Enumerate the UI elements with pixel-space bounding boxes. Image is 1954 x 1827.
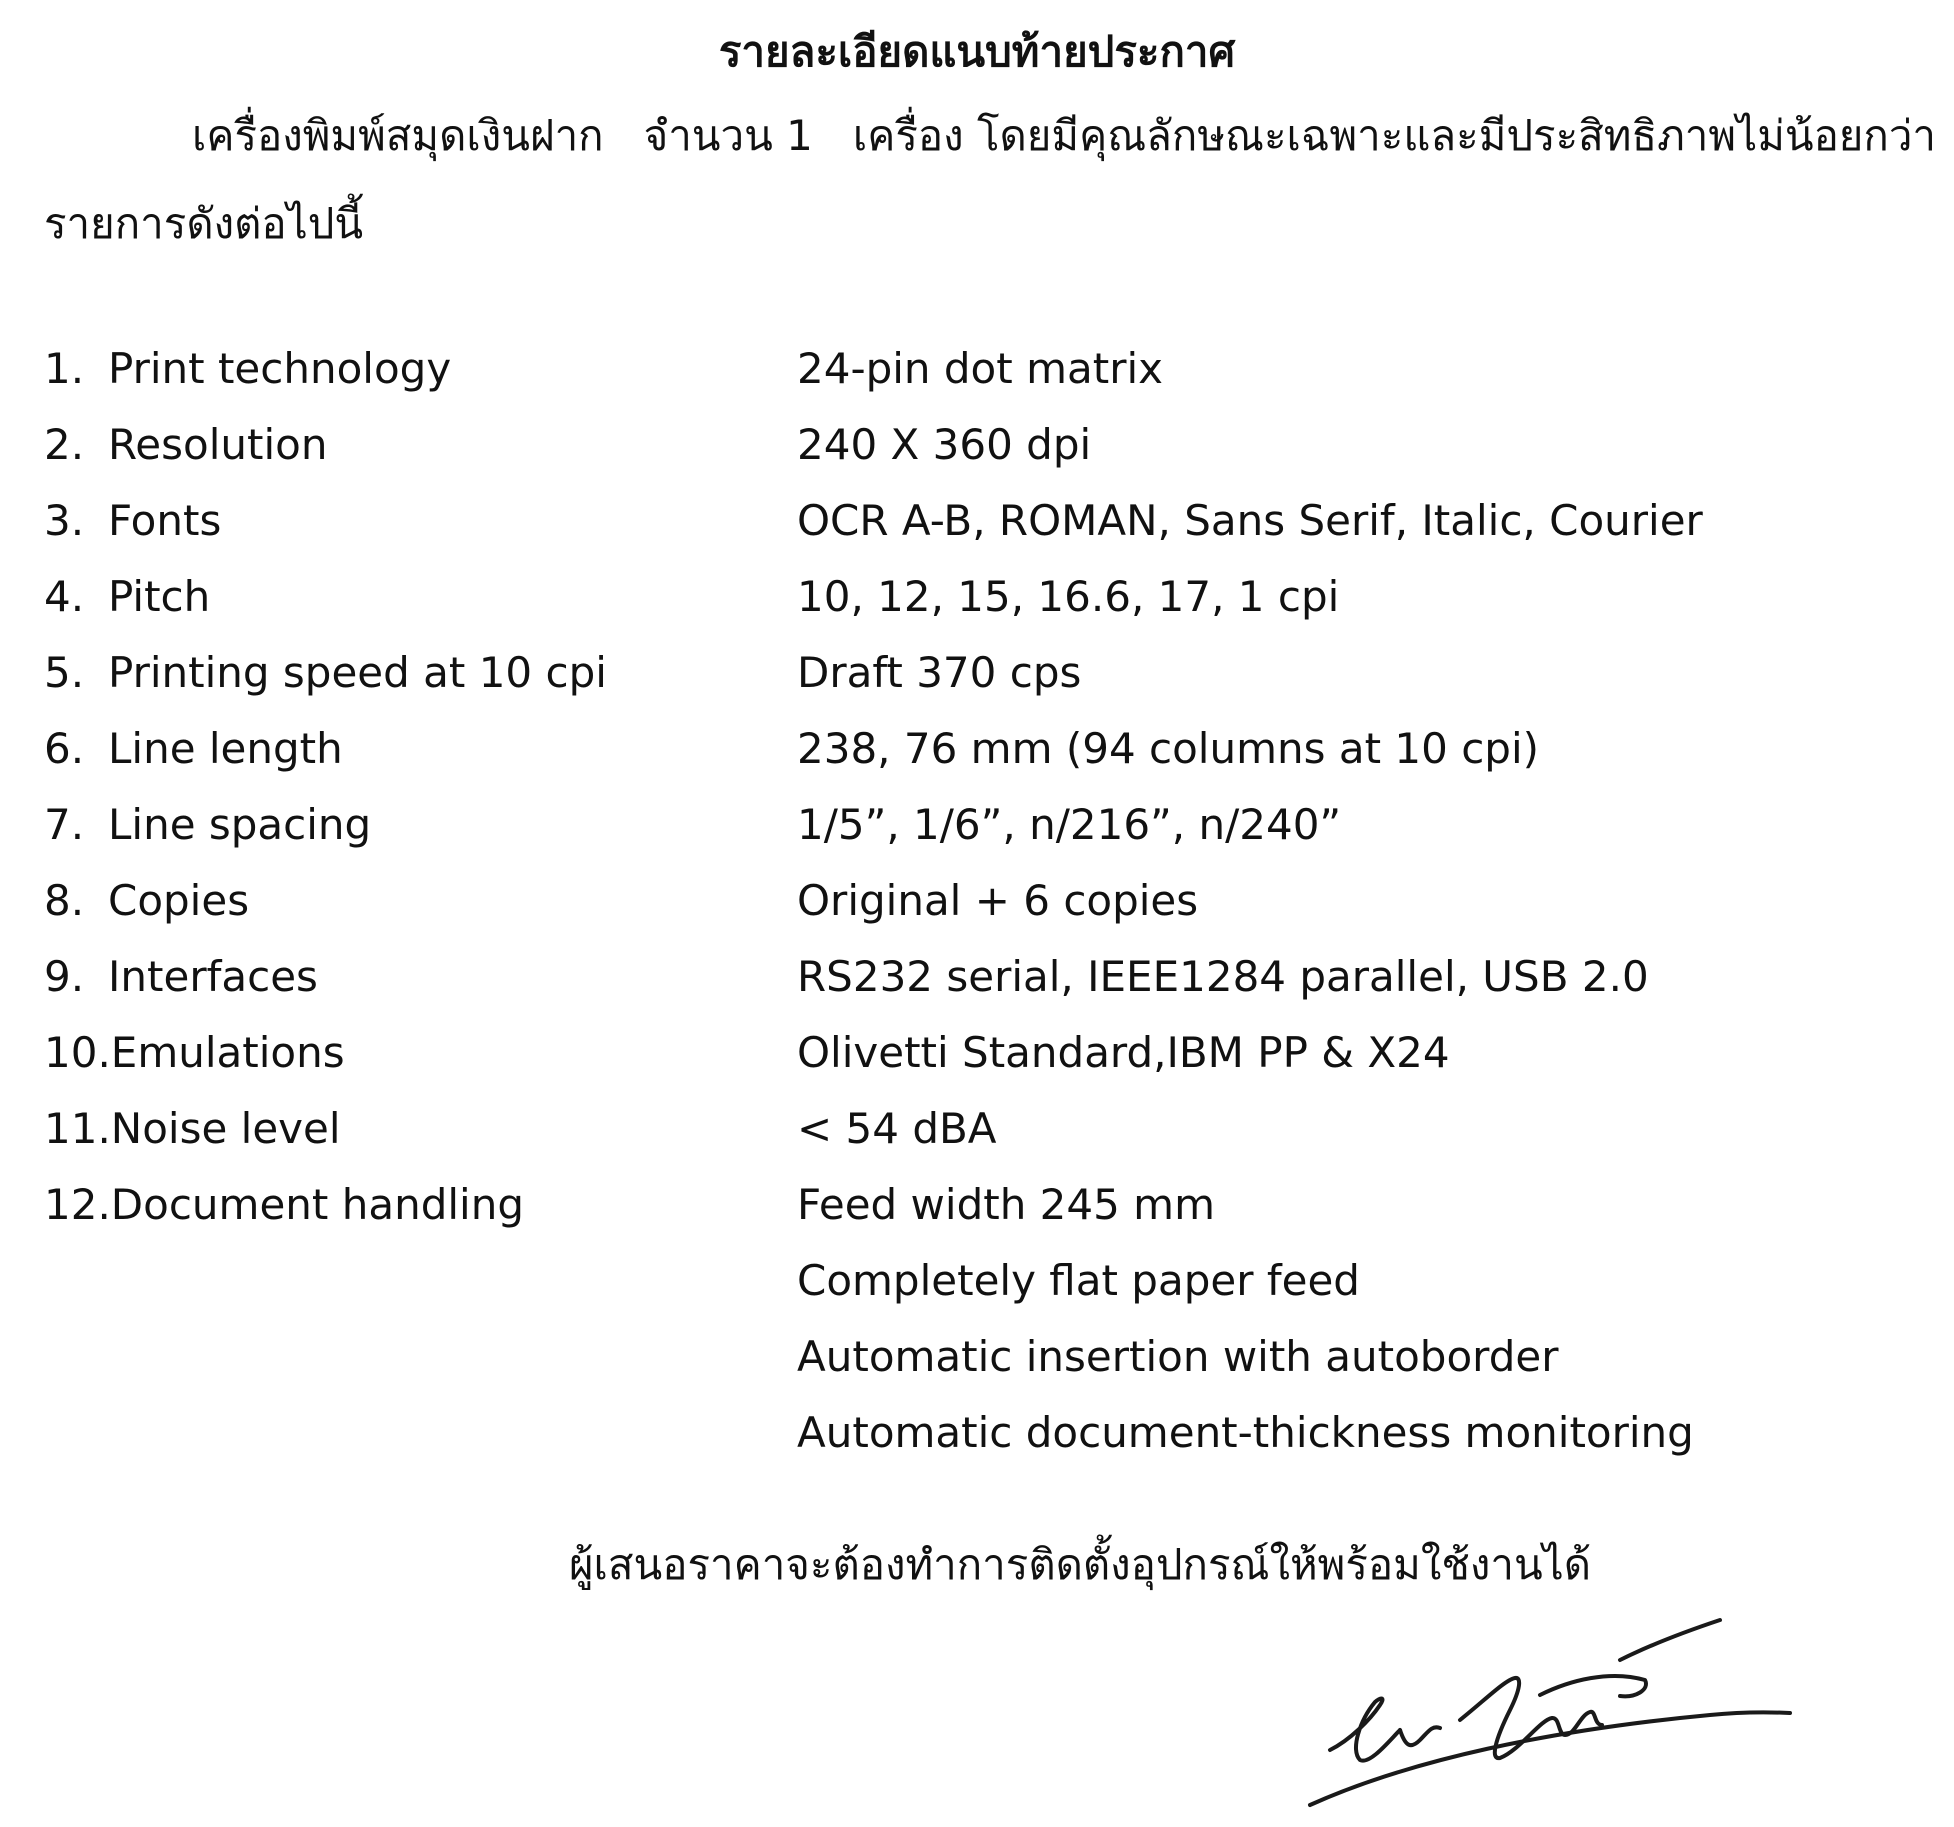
spec-row (44, 482, 1864, 558)
spec-label: Fonts (108, 495, 222, 545)
spec-value: Olivetti Standard,IBM PP & X24 (797, 1027, 1450, 1077)
spec-row (44, 634, 1864, 710)
spec-value: 1/5”, 1/6”, n/216”, n/240” (797, 799, 1342, 849)
spec-row (44, 406, 1864, 482)
spec-label: Copies (108, 875, 250, 925)
spec-row (44, 862, 1864, 938)
spec-label: Pitch (108, 571, 211, 621)
spec-value: Draft 370 cps (797, 647, 1082, 697)
spec-label: Interfaces (108, 951, 318, 1001)
spec-extra-line: Automatic document-thickness monitoring (797, 1407, 1694, 1457)
spec-number: 3. (44, 495, 85, 545)
intro-description: เครื่อง โดยมีคุณลักษณะเฉพาะและมีประสิทธิภาพไม่น้อยกว่า (852, 111, 1937, 160)
spec-number: 11. (44, 1103, 111, 1153)
spec-value: 238, 76 mm (94 columns at 10 cpi) (797, 723, 1540, 773)
spec-label: Emulations (110, 1027, 345, 1077)
installation-note: ผู้เสนอราคาจะต้องทำการติดตั้งอุปกรณ์ให้พร้อมใช้งานได้ (568, 1540, 1592, 1589)
spec-row (44, 938, 1864, 1014)
intro-item: เครื่องพิมพ์สมุดเงินฝาก (192, 111, 604, 160)
spec-value: < 54 dBA (797, 1103, 997, 1153)
spec-row (44, 1166, 1864, 1242)
spec-row (44, 558, 1864, 634)
spec-number: 2. (44, 419, 85, 469)
spec-value: 240 X 360 dpi (797, 419, 1092, 469)
spec-number: 12. (44, 1179, 111, 1229)
spec-label: Noise level (110, 1103, 341, 1153)
spec-value: 24-pin dot matrix (797, 343, 1163, 393)
spec-number: 10. (44, 1027, 111, 1077)
spec-value: Original + 6 copies (797, 875, 1199, 925)
spec-row (44, 1090, 1864, 1166)
document-title: รายละเอียดแนบท้ายประกาศ (718, 27, 1236, 76)
intro-paragraph (44, 92, 1937, 268)
spec-row (44, 710, 1864, 786)
spec-value: OCR A-B, ROMAN, Sans Serif, Italic, Courier (797, 495, 1703, 545)
spec-list (44, 330, 1864, 1470)
spec-label: Document handling (110, 1179, 524, 1229)
signature-image (1290, 1600, 1850, 1820)
spec-extra-line: Automatic insertion with autoborder (797, 1331, 1559, 1381)
spec-number: 7. (44, 799, 85, 849)
spec-label: Printing speed at 10 cpi (108, 647, 607, 697)
spec-number: 8. (44, 875, 85, 925)
spec-label: Line length (108, 723, 343, 773)
spec-row (44, 1014, 1864, 1090)
spec-number: 6. (44, 723, 85, 773)
spec-row (44, 330, 1864, 406)
spec-row (44, 786, 1864, 862)
spec-number: 5. (44, 647, 85, 697)
spec-extra-line: Completely flat paper feed (797, 1255, 1360, 1305)
spec-number: 9. (44, 951, 85, 1001)
spec-value: 10, 12, 15, 16.6, 17, 1 cpi (797, 571, 1340, 621)
spec-label: Line spacing (108, 799, 372, 849)
spec-number: 1. (44, 343, 85, 393)
intro-line-1 (44, 92, 1937, 180)
spec-label: Resolution (108, 419, 328, 469)
spec-value: RS232 serial, IEEE1284 parallel, USB 2.0 (797, 951, 1649, 1001)
intro-continuation: รายการดังต่อไปนี้ (44, 199, 364, 248)
spec-value: Feed width 245 mm (797, 1179, 1216, 1229)
spec-label: Print technology (108, 343, 452, 393)
spec-number: 4. (44, 571, 85, 621)
intro-quantity: จำนวน 1 (643, 111, 813, 160)
